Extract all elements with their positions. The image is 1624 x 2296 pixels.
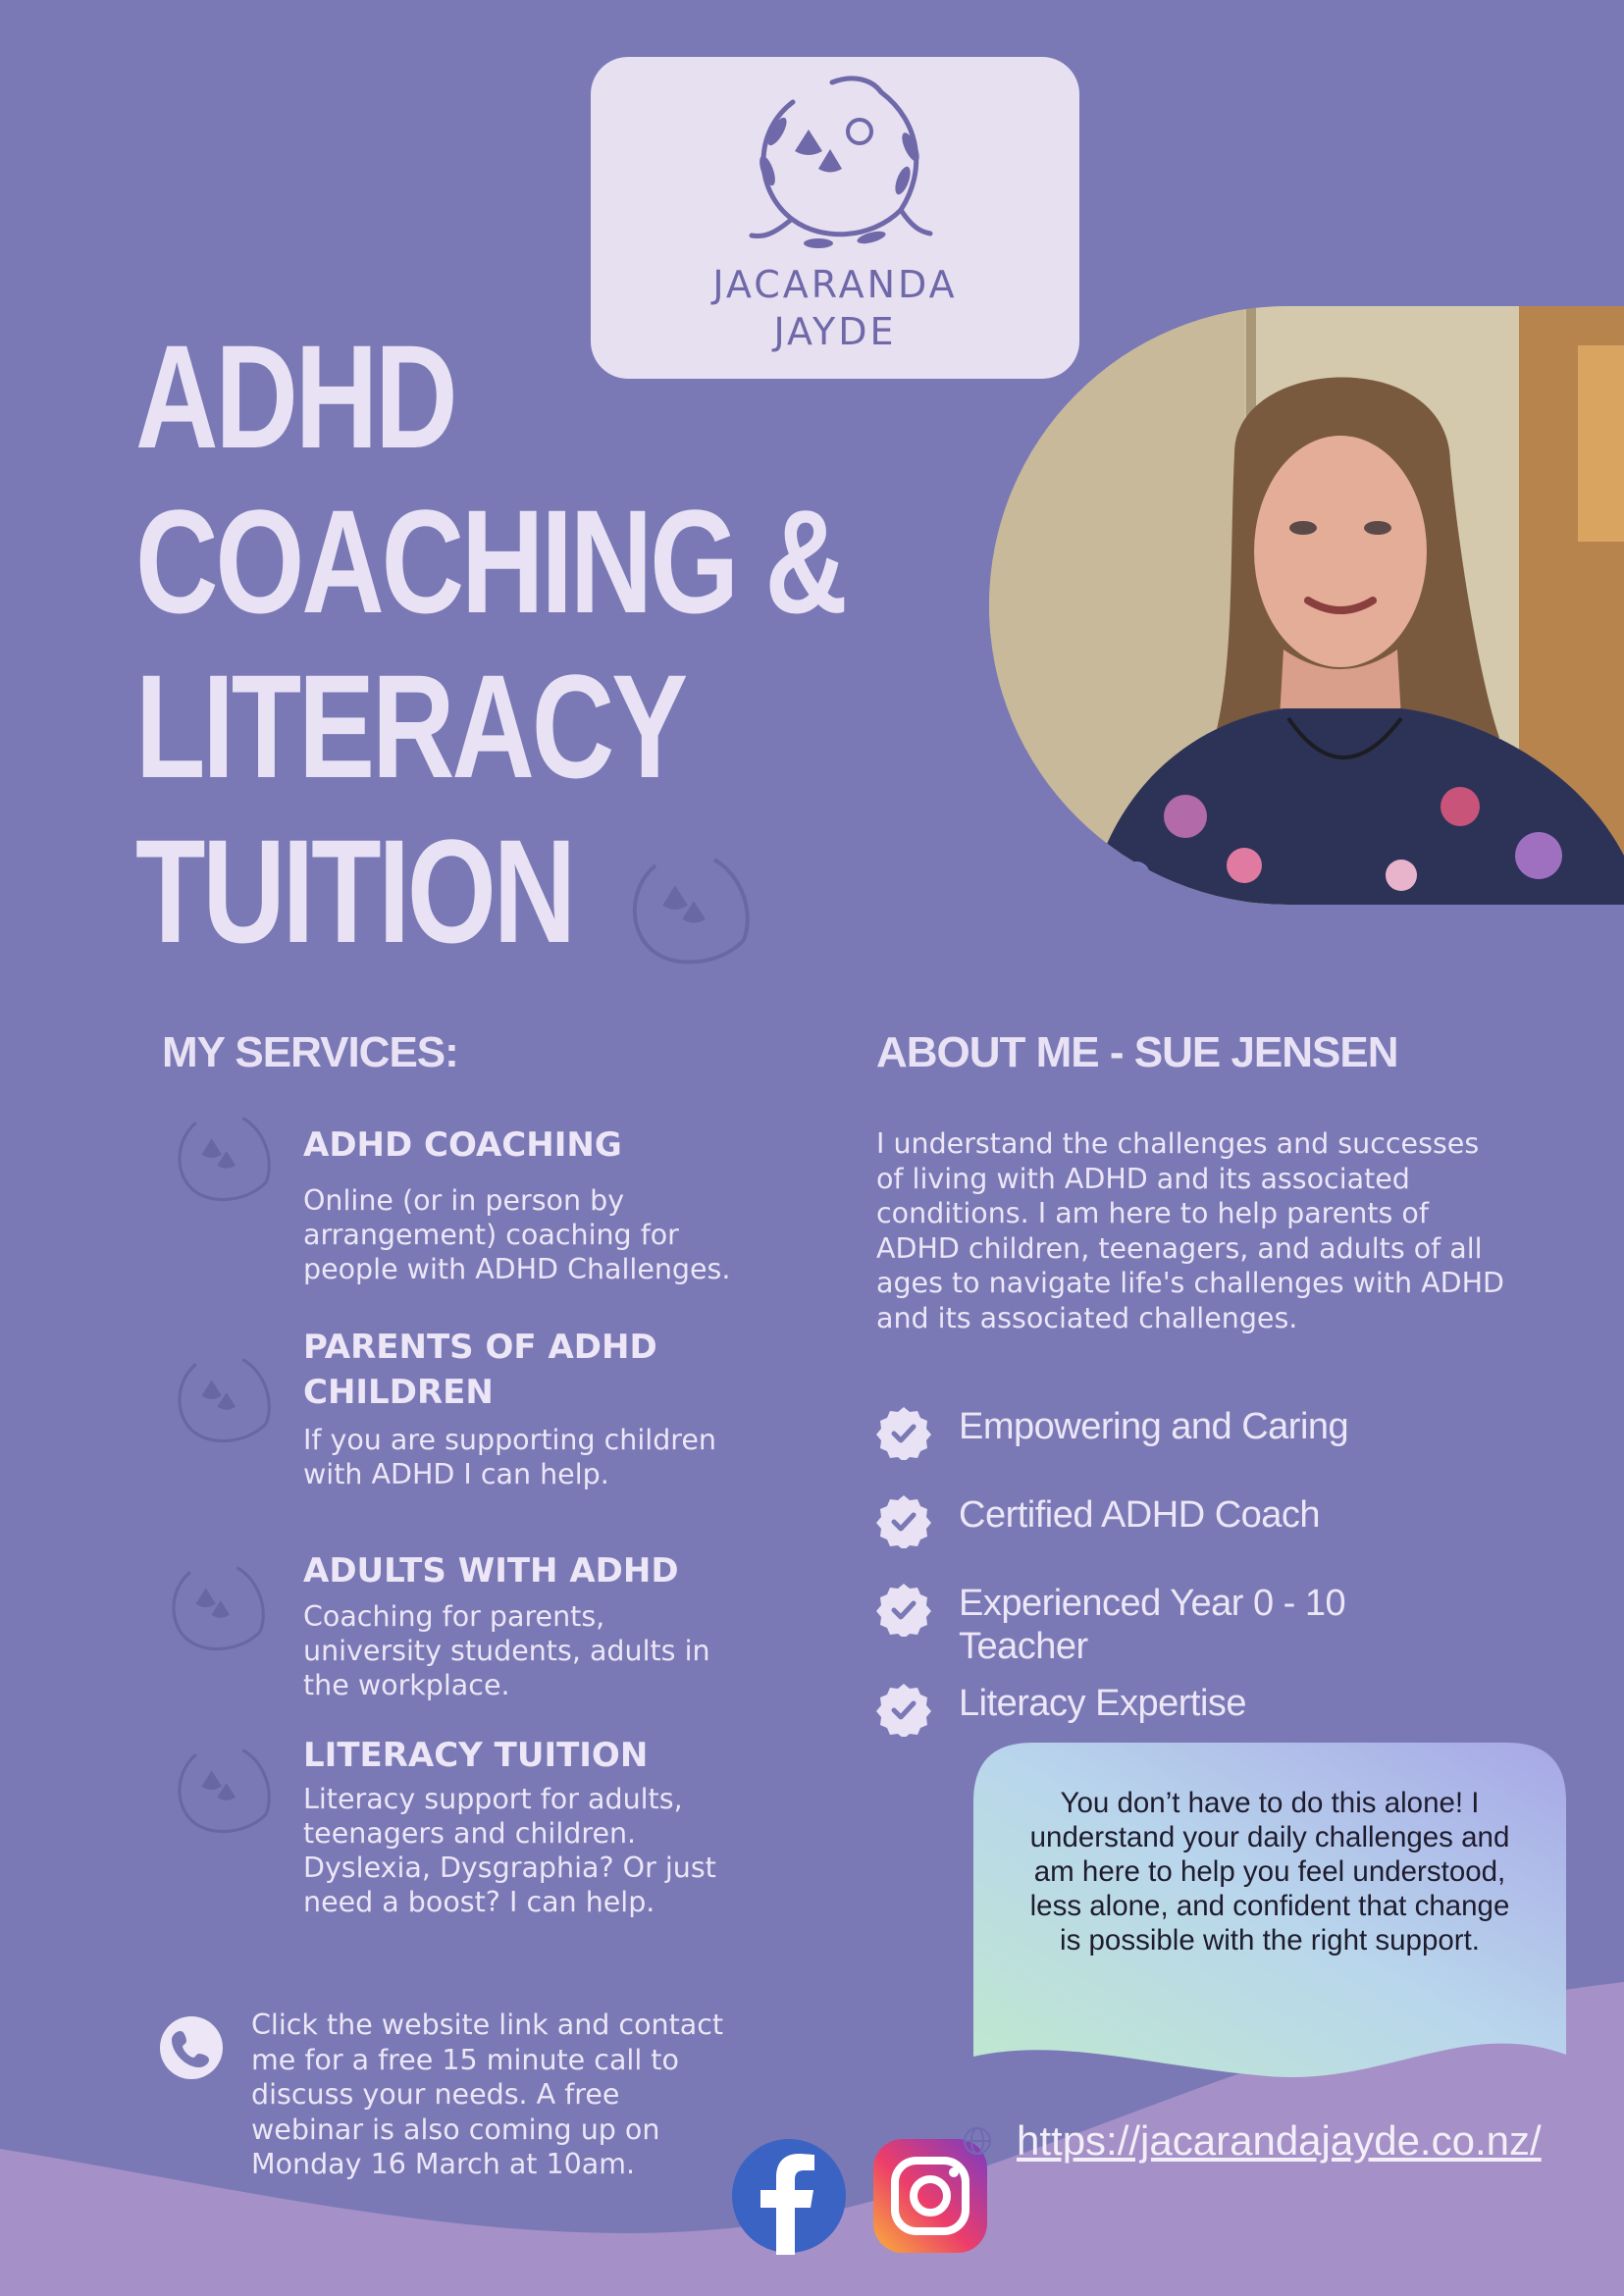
bellflower-wreath-logo [734, 63, 936, 259]
highlight-label [959, 1582, 1345, 1668]
contact-line: discuss your needs. A free [251, 2078, 620, 2111]
wreath-decoration-icon [616, 846, 760, 973]
service-title: ADHD COACHING [303, 1125, 622, 1165]
portrait-illustration [989, 306, 1624, 905]
contact-line: Click the website link and contact [251, 2009, 724, 2041]
service-parents-of-adhd-children [303, 1325, 813, 1491]
service-description-line: teenagers and children. [303, 1817, 637, 1850]
service-description-line: Coaching for parents, [303, 1600, 605, 1633]
website-link[interactable]: https://jacarandajayde.co.nz/ [1017, 2117, 1542, 2164]
about-line: ages to navigate life's challenges with ADHD [876, 1267, 1504, 1299]
highlight-label: Literacy Expertise [959, 1683, 1247, 1724]
highlight-item [876, 1405, 1465, 1493]
service-title: LITERACY TUITION [303, 1736, 649, 1775]
profile-photo [989, 306, 1624, 905]
facebook-icon[interactable] [730, 2137, 848, 2255]
service-description-line: university students, adults in [303, 1635, 710, 1667]
callout-text [973, 1786, 1566, 1957]
about-line: of living with ADHD and its associated [876, 1162, 1410, 1195]
about-line: and its associated challenges. [876, 1301, 1298, 1334]
phone-icon [159, 2015, 224, 2080]
service-title-line: CHILDREN [303, 1373, 494, 1412]
highlight-label: Empowering and Caring [959, 1406, 1349, 1447]
highlight-item [876, 1582, 1465, 1682]
service-description [303, 1423, 813, 1491]
contact-line: me for a free 15 minute call to [251, 2043, 679, 2076]
callout-line: understand your daily challenges and [1029, 1821, 1510, 1853]
service-description [303, 1599, 813, 1702]
service-adhd-coaching [303, 1122, 813, 1286]
services-heading: MY SERVICES: [162, 1028, 458, 1076]
hero-title-line: COACHING & [135, 479, 845, 644]
highlight-list [876, 1405, 1465, 1750]
callout-line: less alone, and confident that change [1029, 1890, 1510, 1922]
service-description-line: people with ADHD Challenges. [303, 1253, 731, 1285]
service-title: ADULTS WITH ADHD [303, 1551, 679, 1591]
service-description-line: arrangement) coaching for [303, 1219, 679, 1251]
service-description [303, 1782, 813, 1919]
globe-icon [962, 2125, 993, 2157]
highlight-item [876, 1493, 1465, 1582]
hero-title-line: LITERACY [135, 644, 686, 809]
wreath-icon [165, 1107, 279, 1209]
service-description-line: Dyslexia, Dysgraphia? Or just [303, 1852, 716, 1884]
check-badge-icon [876, 1682, 931, 1737]
service-adults-with-adhd [303, 1548, 813, 1702]
contact-line: Monday 16 March at 10am. [251, 2148, 636, 2180]
service-description-line: Online (or in person by [303, 1184, 625, 1217]
check-badge-icon [876, 1493, 931, 1548]
highlight-label: Certified ADHD Coach [959, 1494, 1321, 1536]
check-badge-icon [876, 1582, 931, 1637]
highlight-label-line: Experienced Year 0 - 10 [959, 1583, 1346, 1624]
check-badge-icon [876, 1405, 931, 1460]
about-line: I understand the challenges and successes [876, 1127, 1480, 1160]
callout-bubble [973, 1743, 1566, 2090]
service-description-line: with ADHD I can help. [303, 1458, 609, 1490]
service-description-line: Literacy support for adults, [303, 1783, 683, 1815]
wreath-icon [165, 1739, 279, 1841]
about-description [876, 1126, 1539, 1335]
brand-name-line1: JACARANDA [712, 263, 958, 306]
service-description-line: the workplace. [303, 1669, 510, 1701]
brand-name-line2: JAYDE [773, 310, 897, 353]
service-title-line: PARENTS OF ADHD [303, 1328, 657, 1367]
wreath-icon [159, 1556, 273, 1658]
highlight-item [876, 1682, 1465, 1750]
contact-line: webinar is also coming up on [251, 2113, 660, 2146]
about-line: conditions. I am here to help parents of [876, 1197, 1429, 1229]
service-description-line: If you are supporting children [303, 1424, 716, 1456]
service-literacy-tuition [303, 1733, 813, 1919]
service-description-line: need a boost? I can help. [303, 1886, 655, 1918]
callout-line: is possible with the right support. [1060, 1924, 1480, 1957]
hero-title-line: ADHD [135, 314, 455, 479]
hero-title-line: TUITION [135, 809, 574, 973]
callout-line: You don’t have to do this alone! I [1060, 1787, 1480, 1819]
service-description [303, 1183, 813, 1286]
wreath-icon [165, 1348, 279, 1450]
about-line: ADHD children, teenagers, and adults of all [876, 1231, 1483, 1265]
highlight-label-line: Teacher [959, 1626, 1088, 1667]
about-heading: ABOUT ME - SUE JENSEN [876, 1028, 1398, 1076]
callout-line: am here to help you feel understood, [1033, 1855, 1506, 1888]
